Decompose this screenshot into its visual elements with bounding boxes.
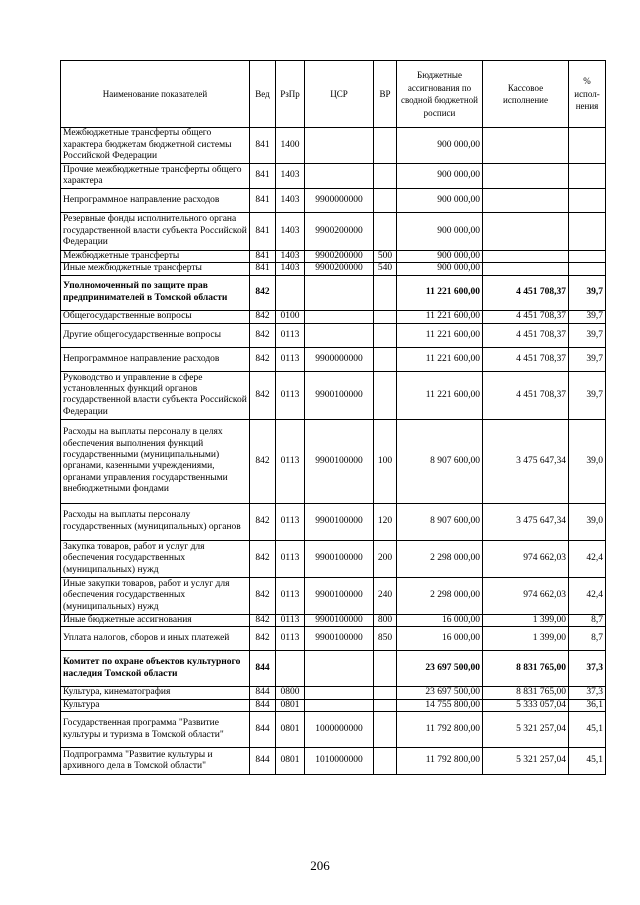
cell-name: Межбюджетные трансферты общего характера бюджетам бюджетной системы Российской Федерации [61,128,250,164]
header-row [61,61,606,128]
cell-ved: 842 [250,540,276,577]
table-row [61,164,606,189]
cell-ved: 842 [250,614,276,626]
table-row [61,213,606,251]
cell-pct [569,189,606,213]
cell-csr [305,275,374,310]
cell-budget: 11 221 600,00 [397,275,483,310]
table-row [61,687,606,699]
cell-cash [483,189,569,213]
cell-budget: 900 000,00 [397,164,483,189]
table-row [61,189,606,213]
cell-budget: 2 298 000,00 [397,540,483,577]
cell-vr [374,748,397,775]
cell-rzpr: 0113 [276,577,305,614]
cell-pct [569,164,606,189]
cell-cash: 5 321 257,04 [483,748,569,775]
cell-vr [374,371,397,419]
cell-cash [483,263,569,275]
cell-name: Иные закупки товаров, работ и услуг для обеспечения государственных (муниципальных) нужд [61,577,250,614]
cell-csr [305,699,374,711]
cell-vr [374,699,397,711]
cell-vr [374,323,397,347]
cell-name: Иные бюджетные ассигнования [61,614,250,626]
header-vr: ВР [374,61,397,128]
cell-budget: 14 755 800,00 [397,699,483,711]
cell-rzpr: 0800 [276,687,305,699]
cell-rzpr: 0113 [276,503,305,540]
table-row [61,128,606,164]
cell-vr: 100 [374,419,397,503]
cell-cash: 5 333 057,04 [483,699,569,711]
cell-csr: 9900000000 [305,347,374,371]
table-row [61,748,606,775]
cell-name: Общегосударственные вопросы [61,310,250,323]
cell-ved: 844 [250,712,276,748]
cell-budget: 11 221 600,00 [397,310,483,323]
cell-cash [483,251,569,263]
table-row [61,651,606,687]
cell-pct [569,251,606,263]
table-row [61,712,606,748]
cell-cash: 5 321 257,04 [483,712,569,748]
cell-ved: 841 [250,189,276,213]
cell-name: Иные межбюджетные трансферты [61,263,250,275]
header-rzpr: РзПр [276,61,305,128]
table-row [61,251,606,263]
cell-pct: 42,4 [569,540,606,577]
cell-ved: 842 [250,275,276,310]
cell-ved: 844 [250,699,276,711]
cell-pct: 39,0 [569,419,606,503]
cell-name: Расходы на выплаты персоналу государственных (муниципальных) органов [61,503,250,540]
cell-pct: 45,1 [569,748,606,775]
cell-cash: 4 451 708,37 [483,310,569,323]
cell-rzpr: 1403 [276,263,305,275]
cell-vr [374,189,397,213]
cell-cash: 3 475 647,34 [483,419,569,503]
header-csr: ЦСР [305,61,374,128]
cell-cash: 4 451 708,37 [483,323,569,347]
cell-cash: 974 662,03 [483,577,569,614]
cell-vr [374,275,397,310]
cell-pct: 39,7 [569,347,606,371]
page-number: 206 [310,858,330,873]
cell-rzpr: 0113 [276,627,305,651]
table-row [61,540,606,577]
table-row [61,627,606,651]
cell-rzpr: 0113 [276,614,305,626]
cell-pct: 39,7 [569,310,606,323]
cell-rzpr: 1400 [276,128,305,164]
cell-vr [374,651,397,687]
cell-ved: 841 [250,251,276,263]
header-ved: Вед [250,61,276,128]
cell-budget: 11 792 800,00 [397,748,483,775]
cell-csr: 9900100000 [305,627,374,651]
cell-csr [305,310,374,323]
cell-name: Расходы на выплаты персоналу в целях обеспечения выполнения функций государственными (муниципальными) органами, казенными учреждениями, органами управления государственными внебюджетными фондами [61,419,250,503]
cell-vr [374,347,397,371]
cell-name: Межбюджетные трансферты [61,251,250,263]
cell-pct: 45,1 [569,712,606,748]
cell-ved: 841 [250,263,276,275]
cell-vr [374,310,397,323]
header-name: Наименование показателей [61,61,250,128]
table-row [61,371,606,419]
cell-pct: 37,3 [569,687,606,699]
cell-pct: 8,7 [569,627,606,651]
table-row [61,310,606,323]
cell-cash: 1 399,00 [483,627,569,651]
cell-budget: 23 697 500,00 [397,687,483,699]
cell-csr: 9900200000 [305,213,374,251]
cell-ved: 842 [250,419,276,503]
cell-budget: 900 000,00 [397,263,483,275]
cell-name: Уплата налогов, сборов и иных платежей [61,627,250,651]
cell-pct [569,263,606,275]
table-row [61,614,606,626]
cell-cash: 8 831 765,00 [483,651,569,687]
cell-ved: 842 [250,577,276,614]
cell-rzpr: 1403 [276,251,305,263]
cell-csr: 1000000000 [305,712,374,748]
cell-csr: 9900100000 [305,419,374,503]
cell-csr: 9900200000 [305,263,374,275]
cell-budget: 23 697 500,00 [397,651,483,687]
header-cash: Кассовое исполнение [483,61,569,128]
cell-pct: 39,7 [569,275,606,310]
cell-csr: 9900100000 [305,577,374,614]
cell-rzpr: 0113 [276,419,305,503]
cell-budget: 900 000,00 [397,213,483,251]
table-row [61,275,606,310]
cell-budget: 2 298 000,00 [397,577,483,614]
cell-rzpr: 1403 [276,189,305,213]
cell-name: Непрограммное направление расходов [61,189,250,213]
cell-vr [374,712,397,748]
cell-name: Культура, кинематография [61,687,250,699]
cell-pct: 37,3 [569,651,606,687]
cell-vr: 800 [374,614,397,626]
cell-name: Уполномоченный по защите прав предпринимателей в Томской области [61,275,250,310]
cell-vr [374,687,397,699]
cell-name: Прочие межбюджетные трансферты общего характера [61,164,250,189]
cell-budget: 16 000,00 [397,614,483,626]
cell-pct: 39,7 [569,371,606,419]
cell-name: Государственная программа "Развитие культуры и туризма в Томской области" [61,712,250,748]
cell-cash: 974 662,03 [483,540,569,577]
cell-budget: 11 792 800,00 [397,712,483,748]
budget-table [60,60,606,775]
cell-pct: 36,1 [569,699,606,711]
cell-ved: 844 [250,687,276,699]
cell-csr: 9900100000 [305,371,374,419]
cell-name: Подпрограмма "Развитие культуры и архивного дела в Томской области" [61,748,250,775]
cell-name: Культура [61,699,250,711]
cell-csr: 9900100000 [305,614,374,626]
cell-budget: 11 221 600,00 [397,347,483,371]
cell-ved: 844 [250,748,276,775]
cell-budget: 11 221 600,00 [397,323,483,347]
cell-rzpr: 0100 [276,310,305,323]
cell-ved: 842 [250,347,276,371]
cell-vr: 850 [374,627,397,651]
cell-name: Руководство и управление в сфере установленных функций органов государственной власти субъекта Российской Федерации [61,371,250,419]
header-budget: Бюджетные ассигнования по сводной бюджетной росписи [397,61,483,128]
table-row [61,699,606,711]
cell-ved: 841 [250,213,276,251]
cell-rzpr: 1403 [276,164,305,189]
cell-csr [305,323,374,347]
cell-pct [569,128,606,164]
cell-rzpr: 0801 [276,712,305,748]
cell-pct [569,213,606,251]
cell-name: Комитет по охране объектов культурного наследия Томской области [61,651,250,687]
cell-ved: 841 [250,164,276,189]
cell-rzpr [276,275,305,310]
cell-ved: 842 [250,627,276,651]
table-row [61,263,606,275]
cell-csr: 9900100000 [305,540,374,577]
cell-vr: 120 [374,503,397,540]
cell-rzpr: 0113 [276,347,305,371]
cell-cash [483,213,569,251]
table-row [61,577,606,614]
cell-ved: 842 [250,503,276,540]
cell-pct: 8,7 [569,614,606,626]
cell-csr [305,687,374,699]
cell-rzpr: 0801 [276,748,305,775]
cell-ved: 842 [250,310,276,323]
cell-name: Закупка товаров, работ и услуг для обеспечения государственных (муниципальных) нужд [61,540,250,577]
cell-name: Непрограммное направление расходов [61,347,250,371]
cell-name: Другие общегосударственные вопросы [61,323,250,347]
table-row [61,503,606,540]
cell-pct: 42,4 [569,577,606,614]
cell-vr [374,213,397,251]
cell-budget: 900 000,00 [397,251,483,263]
cell-name: Резервные фонды исполнительного органа государственной власти субъекта Российской Федерации [61,213,250,251]
cell-csr: 9900100000 [305,503,374,540]
table-row [61,323,606,347]
cell-vr [374,164,397,189]
cell-cash [483,164,569,189]
cell-vr [374,128,397,164]
header-pct: % испол-нения [569,61,606,128]
cell-cash: 4 451 708,37 [483,371,569,419]
cell-rzpr: 0113 [276,540,305,577]
cell-rzpr [276,651,305,687]
cell-cash: 3 475 647,34 [483,503,569,540]
cell-budget: 16 000,00 [397,627,483,651]
cell-csr: 9900200000 [305,251,374,263]
cell-budget: 8 907 600,00 [397,419,483,503]
cell-rzpr: 0113 [276,371,305,419]
cell-budget: 11 221 600,00 [397,371,483,419]
cell-ved: 842 [250,371,276,419]
cell-pct: 39,0 [569,503,606,540]
cell-csr [305,651,374,687]
cell-cash: 4 451 708,37 [483,347,569,371]
cell-ved: 844 [250,651,276,687]
cell-cash: 8 831 765,00 [483,687,569,699]
cell-vr: 500 [374,251,397,263]
cell-csr: 9900000000 [305,189,374,213]
cell-ved: 841 [250,128,276,164]
cell-ved: 842 [250,323,276,347]
cell-budget: 900 000,00 [397,189,483,213]
cell-rzpr: 0801 [276,699,305,711]
cell-csr: 1010000000 [305,748,374,775]
cell-cash [483,128,569,164]
cell-budget: 900 000,00 [397,128,483,164]
cell-pct: 39,7 [569,323,606,347]
cell-csr [305,164,374,189]
cell-cash: 1 399,00 [483,614,569,626]
cell-rzpr: 1403 [276,213,305,251]
cell-vr: 200 [374,540,397,577]
cell-vr: 540 [374,263,397,275]
cell-vr: 240 [374,577,397,614]
table-row [61,347,606,371]
cell-cash: 4 451 708,37 [483,275,569,310]
cell-rzpr: 0113 [276,323,305,347]
cell-budget: 8 907 600,00 [397,503,483,540]
table-body [61,128,606,775]
table-row [61,419,606,503]
cell-csr [305,128,374,164]
